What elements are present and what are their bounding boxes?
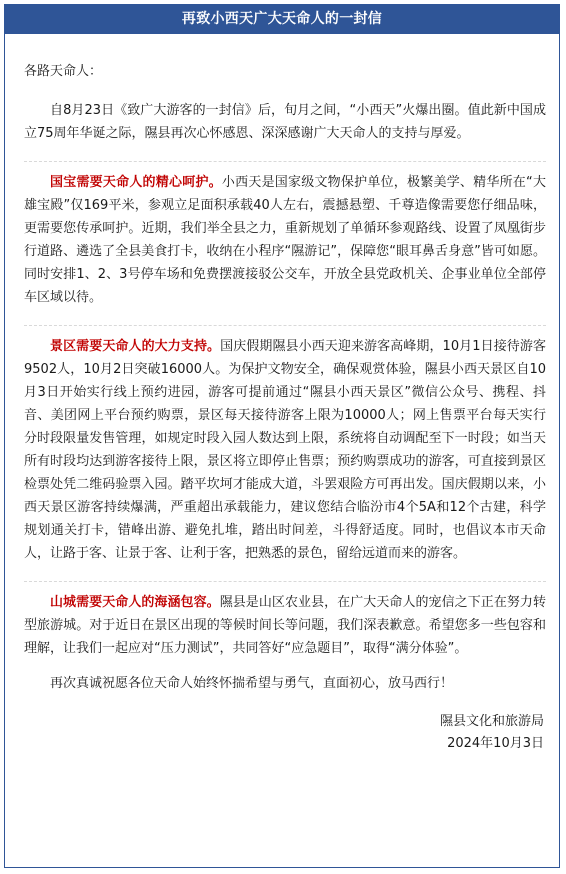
paragraph-body: 小西天是国家级文物保护单位，极繁美学、精华所在“大雄宝殿”仅169平米，参观立足面积承载40人左右，震撼悬塑、千尊造像需要您仔细品味，更需要您传承呵护。近期，我们举全县之力，重新规划了单循环参观路线、设置了凤凰街步行道路、遴选了全县美食打卡，收纳在小程序“隰游记”，保障您“眼耳鼻舌身意”皆可如愿。同时安排1、2、3号停车场和免费摆渡接驳公交车，开放全县党政机关、企事业单位全部停车区域以待。 (24, 175, 546, 305)
paragraph-body: 国庆假期隰县小西天迎来游客高峰期，10月1日接待游客9502人，10月2日突破16000人。为保护文物安全，确保观赏体验，隰县小西天景区自10月3日开始实行线上预约进园，游客可提前通过“隰县小西天景区”微信公众号、携程、抖音、美团网上平台预约购票，景区每天接待游客上限为10000人；网上售票平台每天实行分时段限量发售管理，如规定时段入园人数达到上限，系统将自动调配至下一时段；如当天所有时段均达到游客接待上限，景区将立即停止售票；预约购票成功的游客，可直接到景区检票处凭二维码验票入园。踏平坎坷才能成大道，斗罢艰险方可再出发。国庆假期以来，小西天景区游客持续爆满，严重超出承载能力，建议您结合临汾市4个5A和12个古建，科学规划通关打卡，错峰出游、避免扎堆，踏出时间差，斗得舒适度。同时，也倡议本市天命人，让路于客、让景于客、让利于客，把熟悉的景色，留给远道而来的游客。 (24, 339, 546, 561)
signature-date: 2024年10月3日 (447, 736, 544, 751)
signature-block (24, 711, 546, 755)
paragraph-body: 自8月23日《致广大游客的一封信》后，旬月之间，“小西天”火爆出圈。值此新中国成立75周年华诞之际，隰县再次心怀感恩、深深感谢广大天命人的支持与厚爱。 (24, 103, 546, 141)
divider (24, 577, 546, 587)
paragraph-mountain-city (24, 591, 546, 660)
paragraph-intro (24, 99, 546, 145)
letter-body (24, 60, 546, 755)
divider (24, 321, 546, 331)
paragraph-national-treasure (24, 171, 546, 309)
divider (24, 157, 546, 167)
signature-org: 隰县文化和旅游局 (439, 714, 544, 729)
paragraph-heading: 景区需要天命人的大力支持。 (50, 339, 221, 354)
paragraph-heading: 国宝需要天命人的精心呵护。 (50, 175, 222, 190)
closing-line: 再次真诚祝愿各位天命人始终怀揣希望与勇气，直面初心，放马西行！ (50, 676, 454, 691)
greeting: 各路天命人： (24, 64, 103, 79)
paragraph-heading: 山城需要天命人的海涵包容。 (50, 595, 220, 610)
paragraph-body: 隰县是山区农业县，在广大天命人的宠信之下正在努力转型旅游城。对于近日在景区出现的等候时间长等问题，我们深表歉意。希望您多一些包容和理解，让我们一起应对“压力测试”，共同答好“应急题目”，取得“满分体验”。 (24, 595, 546, 656)
letter-title: 再致小西天广大天命人的一封信 (4, 4, 560, 34)
paragraph-scenic-area (24, 335, 546, 565)
